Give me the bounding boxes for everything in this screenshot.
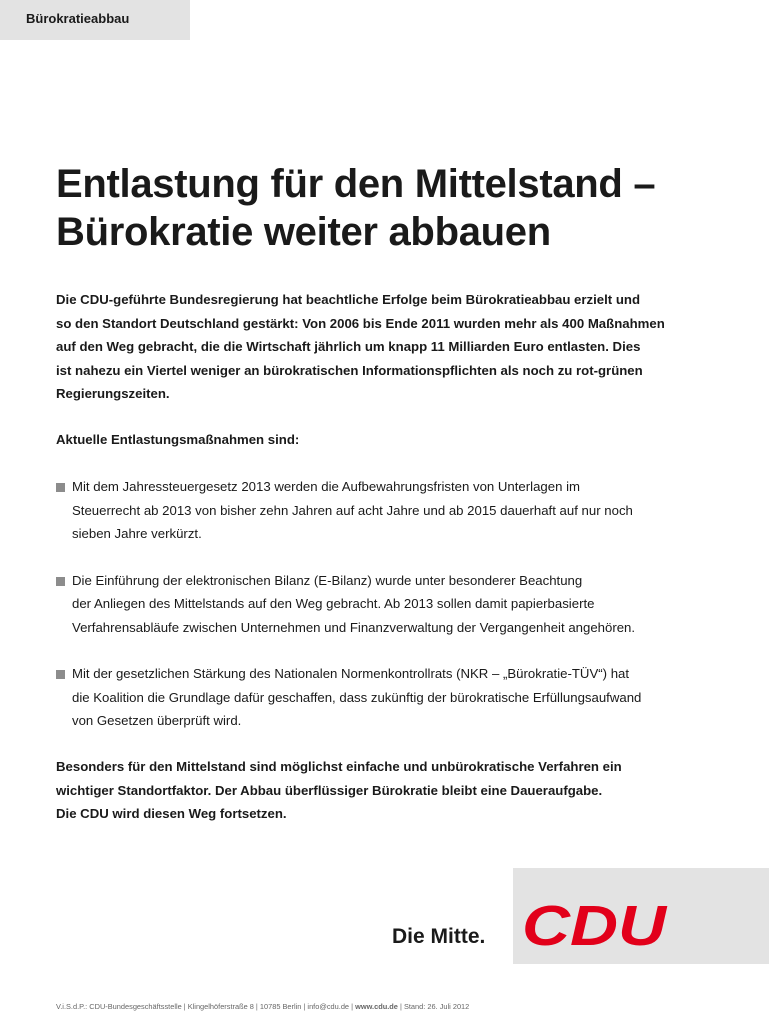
text-line: ist nahezu ein Viertel weniger an bürokratischen Informationspflichten als noch zu rot-grünen: [56, 362, 643, 378]
text-line: Mit dem Jahressteuergesetz 2013 werden die Aufbewahrungsfristen von Unterlagen im: [72, 479, 581, 494]
list-item: [56, 662, 746, 733]
text-line: Steuerrecht ab 2013 von bisher zehn Jahren auf acht Jahre und ab 2015 dauerhaft auf nur noch: [72, 502, 633, 518]
measures-list: [56, 475, 746, 733]
title-line: Bürokratie weiter abbauen: [56, 210, 551, 254]
text-line: Die CDU wird diesen Weg fortsetzen.: [56, 806, 287, 821]
closing-paragraph: [56, 755, 736, 826]
text-line: Die CDU-geführte Bundesregierung hat beachtliche Erfolge beim Bürokratieabbau erzielt und: [56, 292, 641, 307]
website-link[interactable]: www.cdu.de: [355, 1002, 398, 1011]
square-bullet-icon: [56, 670, 65, 679]
page-title: [56, 160, 746, 256]
intro-paragraph: [56, 288, 736, 406]
text-line: Besonders für den Mittelstand sind möglichst einfache und unbürokratische Verfahren ein: [56, 759, 622, 774]
cdu-logo-text: CDU: [522, 895, 669, 951]
text-line: auf den Weg gebracht, die die Wirtschaft jährlich um knapp 11 Milliarden Euro entlasten. Dies: [56, 339, 641, 354]
text-line: Regierungszeiten.: [56, 386, 170, 401]
text-line: der Anliegen des Mittelstands auf den Weg gebracht. Ab 2013 sollen damit papierbasierte: [72, 596, 595, 611]
list-item: [56, 569, 746, 640]
square-bullet-icon: [56, 577, 65, 586]
text-line: Verfahrensabläufe zwischen Unternehmen und Finanzverwaltung der Vergangenheit angehören.: [72, 619, 636, 635]
date-text: | Stand: 26. Juli 2012: [397, 1002, 470, 1011]
square-bullet-icon: [56, 483, 65, 492]
list-item: [56, 475, 746, 546]
measures-heading: Aktuelle Entlastungsmaßnahmen sind:: [56, 432, 300, 447]
title-line: Entlastung für den Mittelstand –: [56, 162, 656, 206]
text-line: wichtiger Standortfaktor. Der Abbau überflüssiger Bürokratie bleibt eine Daueraufgabe.: [56, 782, 603, 798]
text-line: Mit der gesetzlichen Stärkung des Nationalen Normenkontrollrats (NKR – „Bürokratie-TÜV“) hat: [72, 666, 630, 681]
section-tag: Bürokratieabbau: [0, 0, 190, 40]
footer-imprint: [56, 1002, 469, 1011]
text-line: Die Einführung der elektronischen Bilanz (E-Bilanz) wurde unter besonderer Beachtung: [72, 572, 583, 588]
text-line: sieben Jahre verkürzt.: [72, 526, 202, 541]
slogan: Die Mitte.: [392, 925, 486, 948]
text-line: so den Standort Deutschland gestärkt: Von 2006 bis Ende 2011 wurden mehr als 400 Maßnahmen: [56, 315, 665, 331]
text-line: von Gesetzen überprüft wird.: [72, 713, 242, 728]
imprint-text: V.i.S.d.P.: CDU-Bundesgeschäftsstelle | Klingelhöferstraße 8 | 10785 Berlin | info@cdu.de |: [56, 1002, 356, 1011]
text-line: die Koalition die Grundlage dafür geschaffen, dass zukünftig der bürokratische Erfüllungsaufwand: [72, 689, 642, 705]
cdu-logo: [520, 895, 670, 951]
